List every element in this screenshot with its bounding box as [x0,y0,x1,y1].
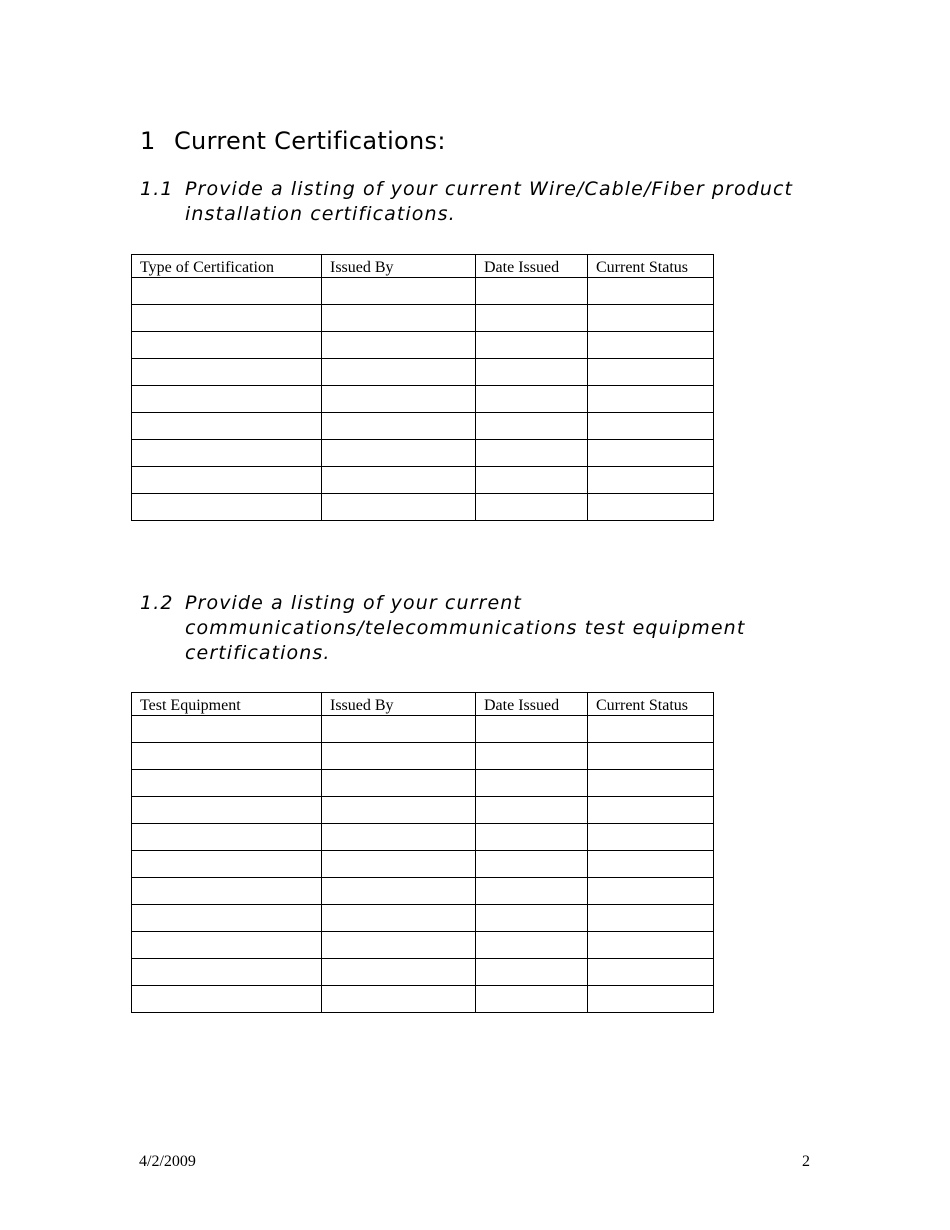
table-cell[interactable] [132,305,322,332]
table-row [132,851,714,878]
footer-date: 4/2/2009 [139,1153,196,1170]
table-cell[interactable] [588,770,714,797]
table-cell[interactable] [588,932,714,959]
table-cell[interactable] [588,851,714,878]
table-cell[interactable] [322,851,476,878]
table-cell[interactable] [588,386,714,413]
column-header: Type of Certification [132,255,322,278]
table-cell[interactable] [588,467,714,494]
table-cell[interactable] [132,386,322,413]
table-cell[interactable] [132,878,322,905]
table-row [132,743,714,770]
table-cell[interactable] [322,797,476,824]
table-cell[interactable] [322,494,476,521]
table-cell[interactable] [322,986,476,1013]
table-cell[interactable] [476,440,588,467]
table-cell[interactable] [322,716,476,743]
table-cell[interactable] [322,878,476,905]
table-row [132,824,714,851]
table-row [132,959,714,986]
subsection-heading-1-1 [140,177,825,227]
table-cell[interactable] [588,905,714,932]
table-cell[interactable] [132,494,322,521]
table-cell[interactable] [322,770,476,797]
subsection-text: Provide a listing of your current communications/telecommunications test equipment certifications. [185,592,746,664]
table-cell[interactable] [322,359,476,386]
table-cell[interactable] [588,305,714,332]
table-row [132,440,714,467]
column-header: Test Equipment [132,693,322,716]
subsection-heading-1-2 [140,591,825,666]
test-equipment-certifications-table [131,692,714,1013]
section-heading [140,127,446,155]
table-cell[interactable] [476,332,588,359]
table-cell[interactable] [476,494,588,521]
table-cell[interactable] [322,440,476,467]
table-cell[interactable] [132,797,322,824]
table-cell[interactable] [132,413,322,440]
table-cell[interactable] [476,305,588,332]
table-row [132,332,714,359]
column-header: Current Status [588,255,714,278]
table-cell[interactable] [322,824,476,851]
table-cell[interactable] [322,413,476,440]
table-row [132,467,714,494]
table-cell[interactable] [588,743,714,770]
column-header: Issued By [322,693,476,716]
table-cell[interactable] [588,359,714,386]
table-row [132,359,714,386]
table-cell[interactable] [322,932,476,959]
table-header-row [132,693,714,716]
section-title: Current Certifications: [174,127,446,155]
table-row [132,278,714,305]
table-cell[interactable] [476,878,588,905]
table-cell[interactable] [132,278,322,305]
subsection-text: Provide a listing of your current Wire/Cable/Fiber product installation certifications. [185,178,794,225]
table-cell[interactable] [476,467,588,494]
table-cell[interactable] [588,440,714,467]
table-cell[interactable] [588,878,714,905]
table-cell[interactable] [322,332,476,359]
table-cell[interactable] [588,332,714,359]
subsection-number: 1.2 [140,592,174,614]
table-cell[interactable] [588,278,714,305]
table-cell[interactable] [476,986,588,1013]
table-cell[interactable] [588,824,714,851]
table-cell[interactable] [322,905,476,932]
table-row [132,932,714,959]
table-cell[interactable] [476,716,588,743]
table-cell[interactable] [476,959,588,986]
subsection-number: 1.1 [140,178,174,200]
column-header: Date Issued [476,693,588,716]
table-row [132,905,714,932]
table-cell[interactable] [588,797,714,824]
wire-cable-fiber-certifications-table [131,254,714,521]
table-cell[interactable] [476,905,588,932]
table-cell[interactable] [132,770,322,797]
table-cell[interactable] [476,413,588,440]
table-row [132,413,714,440]
table-cell[interactable] [588,959,714,986]
column-header: Issued By [322,255,476,278]
table-row [132,878,714,905]
table-cell[interactable] [322,305,476,332]
table-row [132,770,714,797]
table-row [132,716,714,743]
table-cell[interactable] [588,716,714,743]
table-cell[interactable] [476,278,588,305]
table-cell[interactable] [132,959,322,986]
table-cell[interactable] [132,332,322,359]
table-cell[interactable] [322,743,476,770]
table-row [132,494,714,521]
table-row [132,797,714,824]
table-cell[interactable] [132,824,322,851]
table-cell[interactable] [476,932,588,959]
table-cell[interactable] [132,716,322,743]
table-cell[interactable] [132,467,322,494]
table-row [132,986,714,1013]
table-cell[interactable] [132,440,322,467]
table-cell[interactable] [322,386,476,413]
table-cell[interactable] [476,824,588,851]
table-cell[interactable] [322,467,476,494]
column-header: Date Issued [476,255,588,278]
page-number: 2 [802,1153,810,1170]
table-cell[interactable] [132,986,322,1013]
table-cell[interactable] [476,386,588,413]
table-cell[interactable] [476,743,588,770]
table-cell[interactable] [476,770,588,797]
table-cell[interactable] [132,743,322,770]
table-cell[interactable] [476,359,588,386]
table-row [132,305,714,332]
column-header: Current Status [588,693,714,716]
section-number: 1 [140,127,156,155]
table-cell[interactable] [132,851,322,878]
table-row [132,386,714,413]
table-cell[interactable] [322,959,476,986]
table-cell[interactable] [476,851,588,878]
table-cell[interactable] [588,413,714,440]
table-cell[interactable] [132,905,322,932]
table-cell[interactable] [476,797,588,824]
table-cell[interactable] [588,494,714,521]
table-cell[interactable] [132,932,322,959]
table-cell[interactable] [588,986,714,1013]
table-cell[interactable] [132,359,322,386]
table-cell[interactable] [322,278,476,305]
table-header-row [132,255,714,278]
